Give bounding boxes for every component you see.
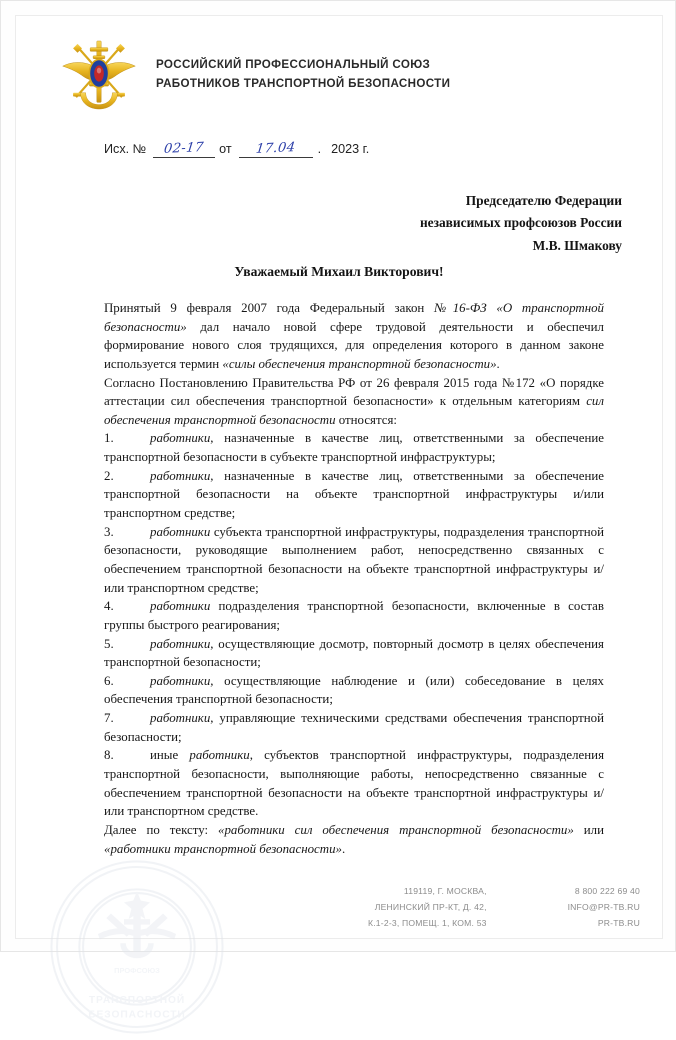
list-item-italic: работники <box>150 673 211 688</box>
list-item-text: подразделения транспортной безопасности, включенные в состав группы быстрого реагирования; <box>104 599 604 632</box>
p1-text-b: дал начало новой сфере трудовой деятельности и обеспечил формирование нового слоя трудящихся, для определения которого в данном законе используется термин <box>104 319 604 371</box>
list-item-text: субъекта транспортной инфраструктуры, подразделения транспортной безопасности, руководящие выполнением работ, непосредственно связанных с обеспечением транспортной безопасности на объекте транспортной инфраструктуры и/или транспортном средстве; <box>104 524 604 595</box>
list-item-number: 7. <box>104 711 114 726</box>
closing-text-a: Далее по тексту: <box>104 822 219 837</box>
list-item-text: , назначенные в качестве лиц, ответственными за обеспечение транспортной безопасности на объекте транспортной инфраструктуры и/или транспортном средстве; <box>104 468 604 521</box>
list-item-number: 4. <box>104 599 114 614</box>
footer <box>368 884 640 932</box>
addressee-line2: независимых профсоюзов России <box>419 215 622 231</box>
transport-security-union-emblem-icon <box>58 38 140 112</box>
list-item-number: 1. <box>104 431 114 446</box>
outgoing-number-handwritten: 02-17 <box>163 140 205 157</box>
organization-name-line1: РОССИЙСКИЙ ПРОФЕССИОНАЛЬНЫЙ СОЮЗ <box>156 58 431 72</box>
svg-text:БЕЗОПАСНОСТИ: БЕЗОПАСНОСТИ <box>88 1009 186 1021</box>
svg-text:ПРОФСОЮЗ: ПРОФСОЮЗ <box>114 966 160 976</box>
footer-email[interactable]: INFO@PR-TB.RU <box>567 901 640 912</box>
list-item-italic: работники <box>150 711 211 726</box>
closing-text-b: или <box>573 822 605 837</box>
list-item-italic: работники <box>150 524 211 539</box>
closing-text-c: . <box>341 841 346 856</box>
footer-contacts <box>568 884 640 932</box>
outgoing-date-handwritten: 17.04 <box>255 140 297 157</box>
list-item <box>104 467 604 523</box>
document-body <box>104 299 604 858</box>
svg-text:ТРАНСПОРТНОЙ: ТРАНСПОРТНОЙ <box>88 994 186 1006</box>
p2-italic-term: сил обеспечения транспортной безопасности <box>104 394 604 427</box>
addressee-line1: Председателю Федерации <box>465 193 622 208</box>
organization-name <box>156 56 450 94</box>
letterhead <box>58 38 450 112</box>
list-item <box>104 523 604 598</box>
p2-text-b: относятся: <box>335 412 398 427</box>
list-item <box>104 635 604 672</box>
list-item <box>104 429 604 466</box>
footer-address-line2: ЛЕНИНСКИЙ ПР-КТ, Д. 42, <box>374 901 487 912</box>
list-item-text: , управляющие техническими средствами обеспечения транспортной безопасности; <box>104 711 604 744</box>
p1-italic-term: «силы обеспечения транспортной безопасности» <box>222 356 497 371</box>
footer-address-line3: К.1-2-3, ПОМЕЩ. 1, КОМ. 53 <box>368 917 487 928</box>
list-item-number: 2. <box>104 468 114 483</box>
list-item <box>104 672 604 709</box>
round-official-stamp-watermark-icon <box>44 854 230 1040</box>
list-item-text: , осуществляющие досмотр, повторный досмотр в целях обеспечения транспортной безопасности; <box>104 636 604 670</box>
footer-phone[interactable]: 8 800 222 69 40 <box>574 886 640 896</box>
page-inner-frame <box>15 15 663 1021</box>
p1-italic-law-title: №16-ФЗ «О транспортной безопасности» <box>104 301 604 334</box>
outgoing-date-dot: . <box>317 142 322 156</box>
outgoing-date-field <box>239 142 313 158</box>
list-item-italic: работники <box>150 468 211 483</box>
footer-address-line1: 119119, Г. МОСКВА, <box>403 886 487 896</box>
list-item-number: 3. <box>104 524 114 539</box>
list-item-italic: работники <box>150 599 211 614</box>
footer-website[interactable]: PR-TB.RU <box>597 917 640 928</box>
list-item <box>104 746 604 821</box>
organization-name-line2: РАБОТНИКОВ ТРАНСПОРТНОЙ БЕЗОПАСНОСТИ <box>156 77 451 90</box>
closing-italic-1: «работники сил обеспечения транспортной безопасности» <box>218 822 574 837</box>
closing-italic-2: «работники транспортной безопасности» <box>104 841 342 856</box>
p1-text-a: Принятый 9 февраля 2007 года Федеральный закон <box>104 301 435 315</box>
list-item-number: 6. <box>104 673 114 688</box>
list-item-italic: работники <box>150 636 211 651</box>
outgoing-year: 2023 г. <box>331 142 370 156</box>
addressee-line3: М.В. Шмакову <box>532 237 622 253</box>
salutation: Уважаемый Михаил Викторович! <box>234 264 444 279</box>
p2-text-a: Согласно Постановлению Правительства РФ от 26 февраля 2015 года №172 «О порядке аттестации сил обеспечения транспортной безопасности» к отдельным категориям <box>104 375 604 409</box>
list-item-italic: работники <box>189 748 250 763</box>
outgoing-number-line <box>104 142 369 158</box>
outgoing-from-label: от <box>219 142 232 156</box>
closing-paragraph <box>104 821 604 858</box>
list-item-number: 8. <box>104 748 114 763</box>
list-item-text: , назначенные в качестве лиц, ответственными за обеспечение транспортной безопасности в субъекте транспортной инфраструктуры; <box>104 431 604 465</box>
list-item-number: 5. <box>104 636 114 651</box>
footer-address <box>368 884 487 932</box>
paragraph-2 <box>104 374 604 430</box>
list-item-prefix: иные <box>150 748 190 763</box>
list-item <box>104 597 604 634</box>
addressee-block <box>342 190 622 257</box>
list-item-text: , субъектов транспортной инфраструктуры, подразделения транспортной безопасности, выполняющие работы, непосредственно связанные с обеспечением транспортной безопасности на объекте транспортной инфраструктуры и/или транспортном средстве. <box>104 748 604 819</box>
p1-text-c: . <box>496 356 500 371</box>
list-item <box>104 709 604 746</box>
outgoing-number-field <box>153 142 215 158</box>
list-item-italic: работники <box>150 431 211 446</box>
paragraph-1 <box>104 299 604 374</box>
outgoing-number-label: Исх. № <box>104 142 147 156</box>
list-item-text: , осуществляющие наблюдение и (или) собеседование в целях обеспечения транспортной безопасности; <box>104 673 604 707</box>
